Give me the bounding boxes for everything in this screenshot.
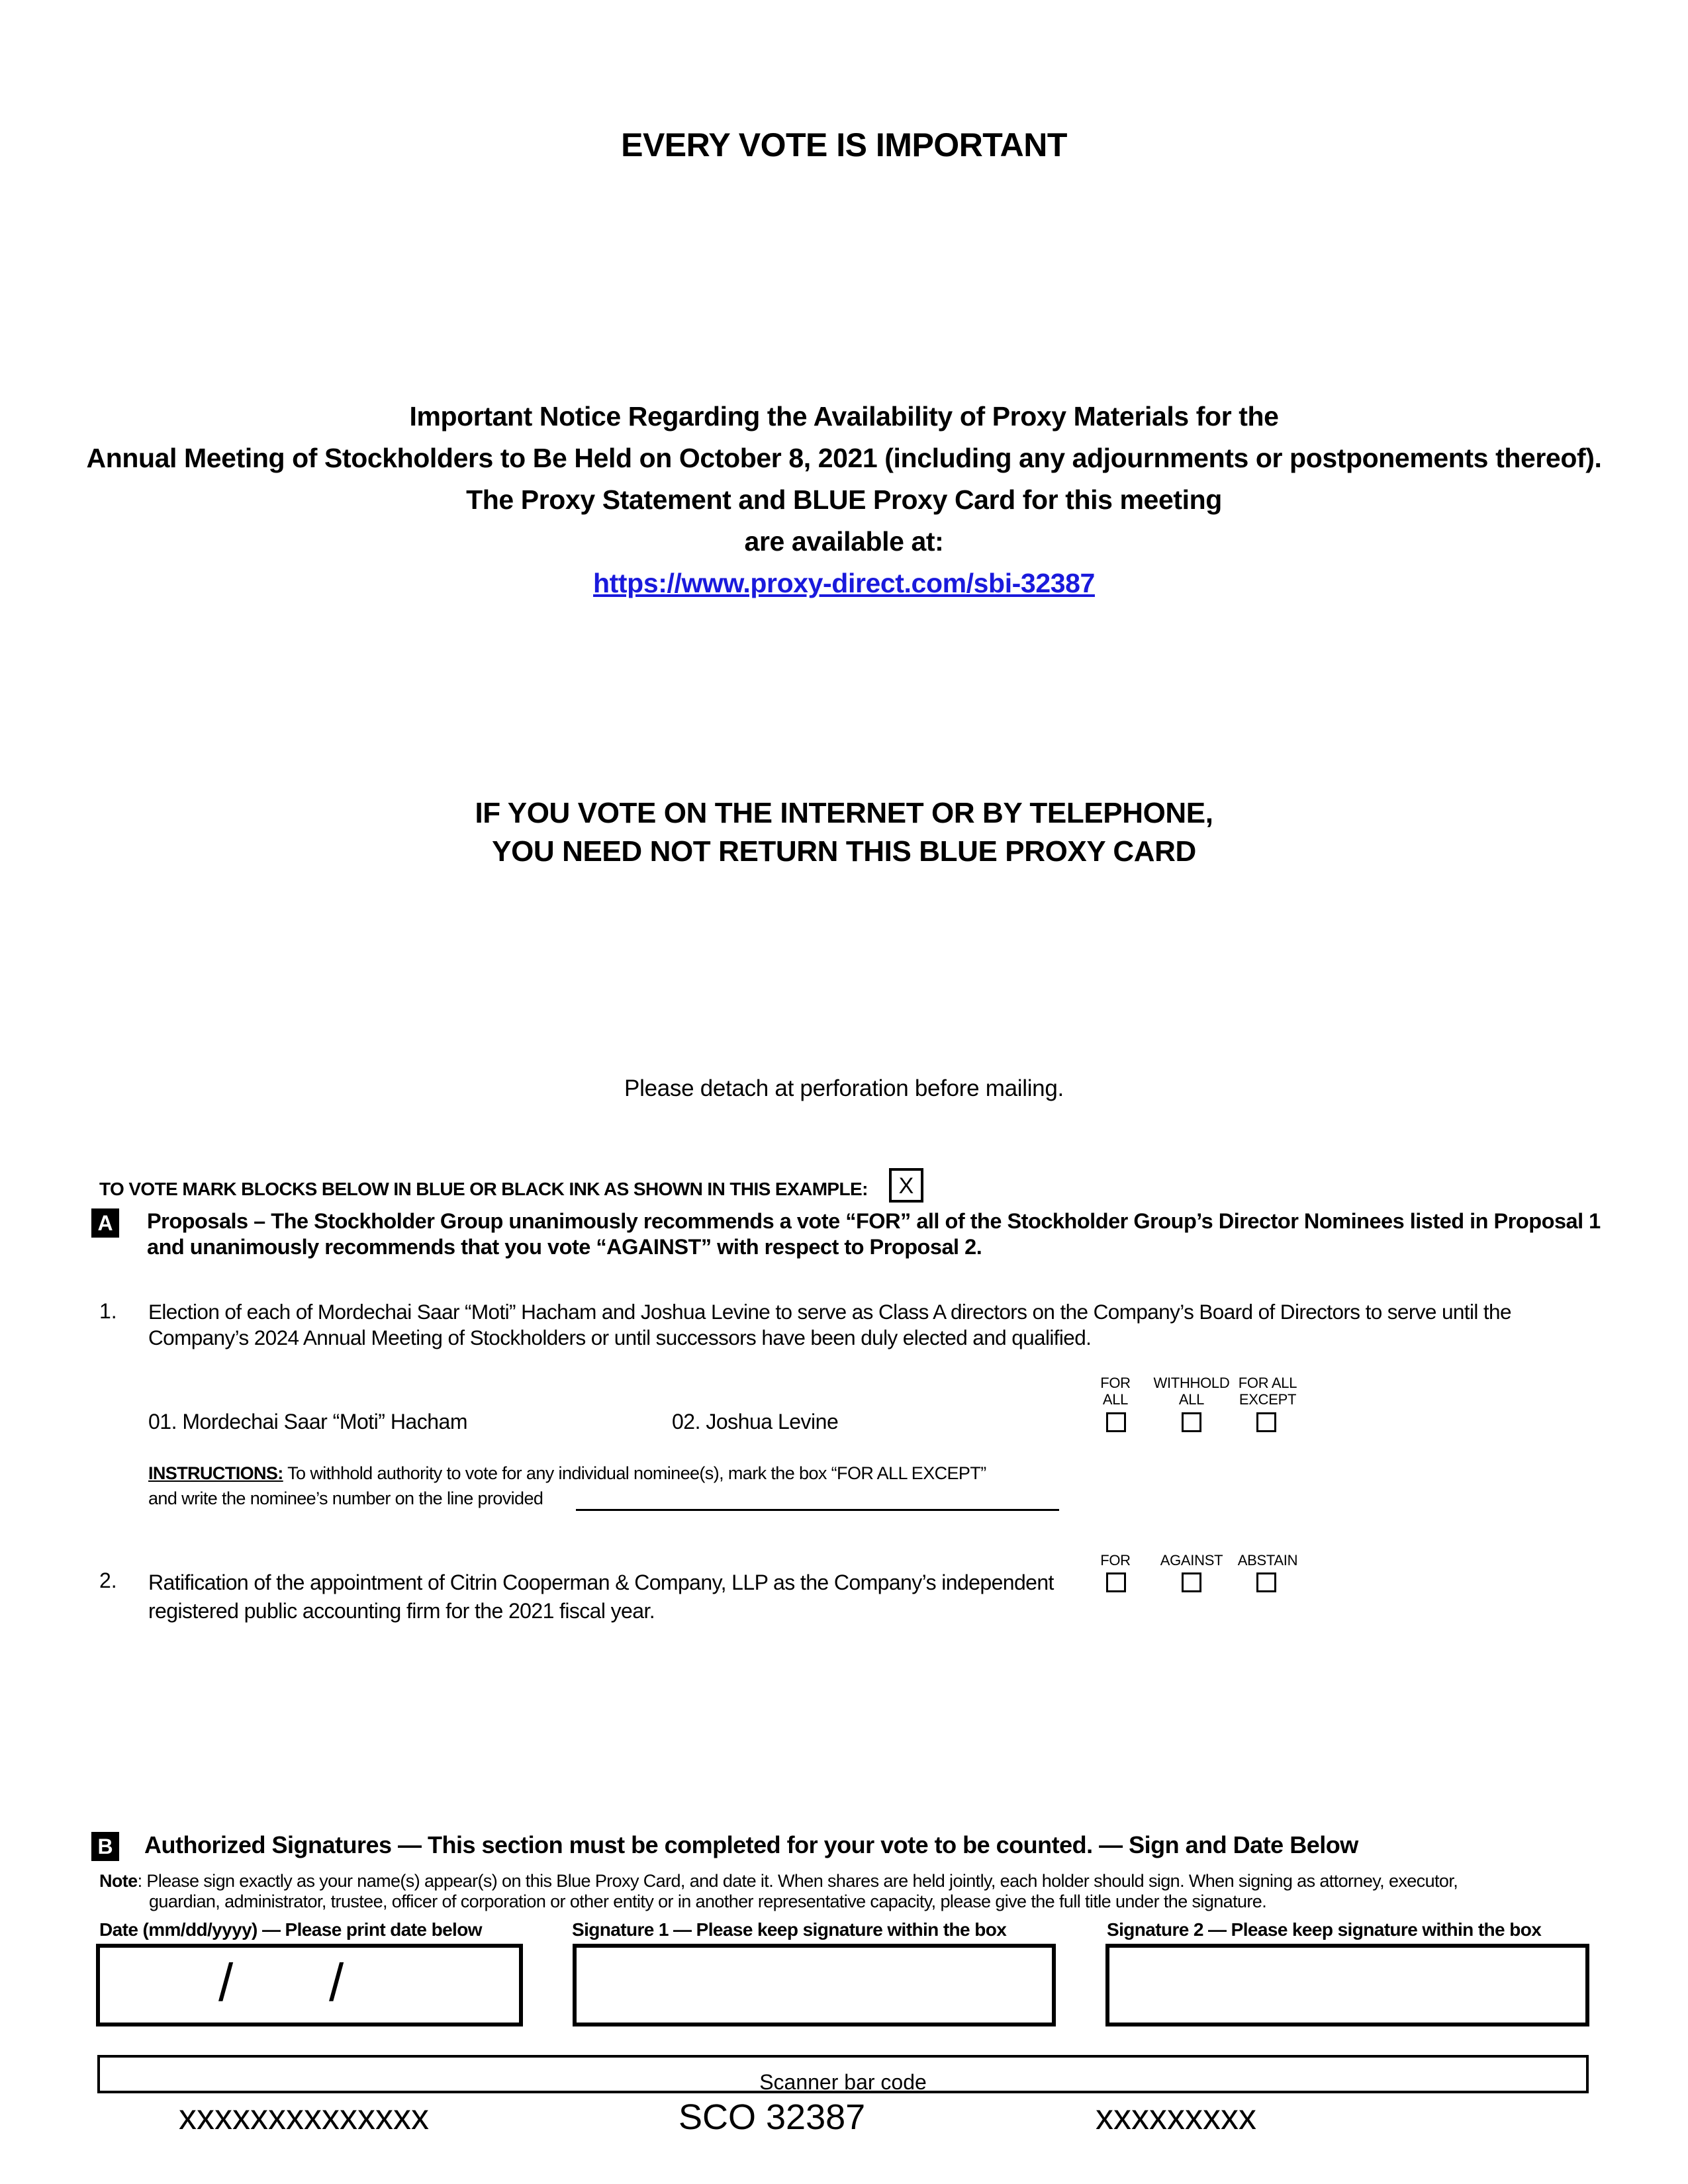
proposal-1-number: 1. [99, 1299, 117, 1323]
nominee-01: 01. Mordechai Saar “Moti” Hacham [148, 1410, 467, 1433]
vote-example-instruction: TO VOTE MARK BLOCKS BELOW IN BLUE OR BLACK INK AS SHOWN IN THIS EXAMPLE: [99, 1179, 868, 1199]
section-a-badge: A [91, 1208, 119, 1238]
section-a-heading [147, 1208, 1603, 1260]
note-line-2: guardian, administrator, trustee, officer of corporation or other entity or in another representative capacity, please give the full title under the signature. [149, 1891, 1267, 1911]
checkbox-for[interactable] [1106, 1572, 1126, 1592]
signature-1-box[interactable] [573, 1944, 1056, 2026]
internet-notice-line-1: IF YOU VOTE ON THE INTERNET OR BY TELEPHONE, [475, 797, 1213, 829]
proposal-2-text [148, 1569, 1095, 1625]
signature-2-box[interactable] [1105, 1944, 1589, 2026]
section-b-heading: Authorized Signatures — This section must be completed for your vote to be counted. — Sign and Date Below [144, 1831, 1358, 1858]
example-mark-box: X [889, 1168, 923, 1203]
footer-code-right: xxxxxxxxx [1096, 2097, 1256, 2137]
notice-line-1: Important Notice Regarding the Availability of Proxy Materials for the [409, 401, 1279, 432]
checkbox-for-all-except[interactable] [1256, 1412, 1276, 1432]
detach-instruction: Please detach at perforation before mailing. [624, 1075, 1064, 1101]
footer-code-center: SCO 32387 [679, 2097, 866, 2137]
instructions-line-1: To withhold authority to vote for any individual nominee(s), mark the box “FOR ALL EXCEPT” [283, 1463, 986, 1483]
checkbox-abstain[interactable] [1256, 1572, 1276, 1592]
col-withhold-all-line-1: WITHHOLD [1153, 1375, 1230, 1391]
section-a-line-2: and unanimously recommends that you vote “AGAINST” with respect to Proposal 2. [147, 1235, 982, 1259]
instructions-line-2: and write the nominee’s number on the line provided [148, 1488, 543, 1508]
section-b-badge: B [91, 1832, 119, 1861]
checkbox-withhold-all[interactable] [1182, 1412, 1201, 1432]
col-for-all-line-2: ALL [1102, 1391, 1129, 1408]
nominee-exception-line[interactable] [576, 1509, 1059, 1511]
notice-line-2: Annual Meeting of Stockholders to Be Held on October 8, 2021 (including any adjournments or postponements thereof). [86, 443, 1602, 473]
col-against-header: AGAINST [1160, 1552, 1223, 1569]
date-input-box[interactable] [96, 1944, 523, 2026]
col-withhold-all-line-2: ALL [1178, 1391, 1205, 1408]
nominee-02: 02. Joshua Levine [672, 1410, 839, 1433]
proposal-2-number: 2. [99, 1569, 117, 1592]
date-slash-2: / [329, 1953, 344, 2012]
date-label: Date (mm/dd/yyyy) — Please print date below [99, 1919, 482, 1940]
col-for-all-line-1: FOR [1100, 1375, 1131, 1391]
signature-note [99, 1871, 1595, 1912]
notice-line-3: The Proxy Statement and BLUE Proxy Card for this meeting [466, 484, 1222, 515]
page-title: EVERY VOTE IS IMPORTANT [621, 126, 1067, 163]
note-line-1: : Please sign exactly as your name(s) appear(s) on this Blue Proxy Card, and date it. When shares are held jointly, each holder should sign. When signing as attorney, executor, [137, 1871, 1458, 1891]
proposal-1-line-1: Election of each of Mordechai Saar “Moti” Hacham and Joshua Levine to serve as Class A directors on the Company’s Board of Directors to serve until the [148, 1300, 1511, 1324]
signature-1-label: Signature 1 — Please keep signature within the box [572, 1919, 1007, 1940]
col-for-all-header [1086, 1375, 1145, 1408]
col-for-all-except-line-1: FOR ALL [1238, 1375, 1297, 1391]
col-abstain-header: ABSTAIN [1237, 1552, 1298, 1569]
col-for-all-except-line-2: EXCEPT [1239, 1391, 1297, 1408]
proxy-materials-link[interactable]: https://www.proxy-direct.com/sbi-32387 [593, 568, 1095, 598]
checkbox-against[interactable] [1182, 1572, 1201, 1592]
internet-notice-line-2: YOU NEED NOT RETURN THIS BLUE PROXY CARD [492, 835, 1196, 868]
instructions [148, 1461, 1075, 1511]
scanner-bar-code: Scanner bar code [97, 2055, 1589, 2093]
proxy-notice [0, 396, 1688, 604]
footer-code-left: xxxxxxxxxxxxxx [179, 2097, 429, 2137]
signature-2-label: Signature 2 — Please keep signature within the box [1107, 1919, 1542, 1940]
proposal-2-line-2: registered public accounting firm for the 2021 fiscal year. [148, 1599, 655, 1623]
section-a-line-1: Proposals – The Stockholder Group unanimously recommends a vote “FOR” all of the Stockholder Group’s Director Nominees listed in Proposal 1 [147, 1209, 1601, 1233]
col-for-header: FOR [1100, 1552, 1131, 1569]
col-for-all-except-header [1231, 1375, 1304, 1408]
checkbox-for-all[interactable] [1106, 1412, 1126, 1432]
proposal-1-line-2: Company’s 2024 Annual Meeting of Stockholders or until successors have been duly elected and qualified. [148, 1326, 1092, 1349]
proposal-1-text [148, 1299, 1571, 1351]
notice-line-4: are available at: [744, 526, 944, 557]
col-withhold-all-header [1149, 1375, 1235, 1408]
proposal-2-line-1: Ratification of the appointment of Citrin Cooperman & Company, LLP as the Company’s independent [148, 1570, 1054, 1594]
note-label: Note [99, 1871, 138, 1891]
instructions-label: INSTRUCTIONS: [148, 1463, 283, 1483]
internet-vote-notice [0, 794, 1688, 871]
date-slash-1: / [218, 1953, 234, 2012]
